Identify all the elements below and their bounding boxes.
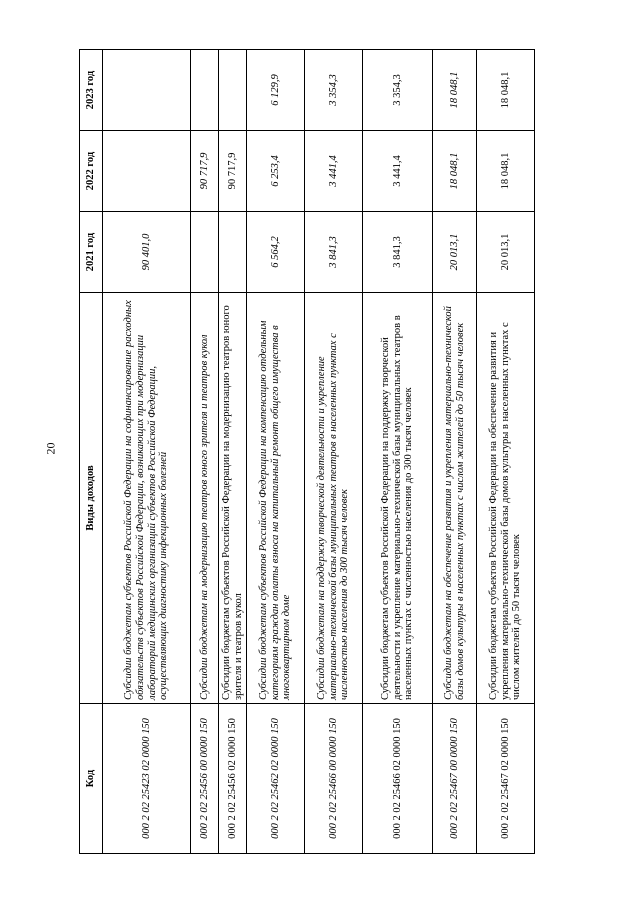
row-2022: 90 717,9	[191, 131, 219, 212]
revenue-table	[79, 49, 535, 854]
rotated-table-container	[79, 50, 541, 854]
row-2023: 18 048,1	[433, 50, 477, 131]
header-2022: 2022 год	[80, 131, 103, 212]
row-code: 000 2 02 25462 02 0000 150	[247, 704, 305, 854]
row-desc: Субсидии бюджетам субъектов Российской Федерации на компенсацию отдельным категориям граждан оплаты взноса на капитальный ремонт общего имущества в многоквартирном доме	[247, 293, 305, 704]
row-2021: 3 841,3	[305, 212, 363, 293]
row-desc: Субсидии бюджетам на поддержку творческой деятельности и укрепление материально-технической базы муниципальных театров в населенных пунктах с численностью населения до 300 тысяч человек	[305, 293, 363, 704]
header-kind: Виды доходов	[80, 293, 103, 704]
row-2023: 18 048,1	[477, 50, 535, 131]
page-number: 20	[43, 442, 58, 455]
row-2021: 20 013,1	[433, 212, 477, 293]
row-2022: 18 048,1	[477, 131, 535, 212]
row-2021	[191, 212, 219, 293]
table-row	[363, 50, 433, 854]
table-row	[305, 50, 363, 854]
row-desc: Субсидии бюджетам субъектов Российской Федерации на поддержку творческой деятельности и укрепление материально-технической базы муниципальных театров в населенных пунктах с численностью населения до 300 тысяч человек	[363, 293, 433, 704]
row-desc: Субсидии бюджетам субъектов Российской Федерации на обеспечение развития и укрепления материально-технической базы домов культуры в населенных пунктах с числом жителей до 50 тысяч человек	[477, 293, 535, 704]
row-code: 000 2 02 25456 00 0000 150	[191, 704, 219, 854]
row-2022	[103, 131, 191, 212]
row-2021: 90 401,0	[103, 212, 191, 293]
row-2023: 3 354,3	[305, 50, 363, 131]
row-desc: Субсидии бюджетам на обеспечение развития и укрепления материально-технической базы домов культуры в населенных пунктах с числом жителей до 50 тысяч человек	[433, 293, 477, 704]
table-row	[433, 50, 477, 854]
row-2023	[103, 50, 191, 131]
row-desc: Субсидии бюджетам субъектов Российской Федерации на модернизацию театров юного зрителя и театров кукол	[219, 293, 247, 704]
row-2022: 18 048,1	[433, 131, 477, 212]
header-2023: 2023 год	[80, 50, 103, 131]
row-desc: Субсидии бюджетам субъектов Российской Федерации на софинансирование расходных обязательств субъектов Российской Федерации, возникающих при модернизации лабораторий медицинских организаций субъектов Российской Федерации, осуществляющих диагностику инфекционных болезней	[103, 293, 191, 704]
table-row	[191, 50, 219, 854]
row-2023: 3 354,3	[363, 50, 433, 131]
header-2021: 2021 год	[80, 212, 103, 293]
row-code: 000 2 02 25423 02 0000 150	[103, 704, 191, 854]
table-row	[247, 50, 305, 854]
row-2022: 3 441,4	[363, 131, 433, 212]
row-2023: 6 129,9	[247, 50, 305, 131]
row-code: 000 2 02 25467 02 0000 150	[477, 704, 535, 854]
row-2021	[219, 212, 247, 293]
row-2021: 3 841,3	[363, 212, 433, 293]
table-row	[103, 50, 191, 854]
row-2023	[219, 50, 247, 131]
row-code: 000 2 02 25466 00 0000 150	[305, 704, 363, 854]
table-row	[477, 50, 535, 854]
row-2022: 6 253,4	[247, 131, 305, 212]
row-code: 000 2 02 25467 00 0000 150	[433, 704, 477, 854]
header-code: Код	[80, 704, 103, 854]
row-2022: 90 717,9	[219, 131, 247, 212]
row-2022: 3 441,4	[305, 131, 363, 212]
table-header-row	[80, 50, 103, 854]
row-2021: 20 013,1	[477, 212, 535, 293]
row-code: 000 2 02 25466 02 0000 150	[363, 704, 433, 854]
row-desc: Субсидии бюджетам на модернизацию театров юного зрителя и театров кукол	[191, 293, 219, 704]
row-2023	[191, 50, 219, 131]
table-row	[219, 50, 247, 854]
row-code: 000 2 02 25456 02 0000 150	[219, 704, 247, 854]
row-2021: 6 564,2	[247, 212, 305, 293]
